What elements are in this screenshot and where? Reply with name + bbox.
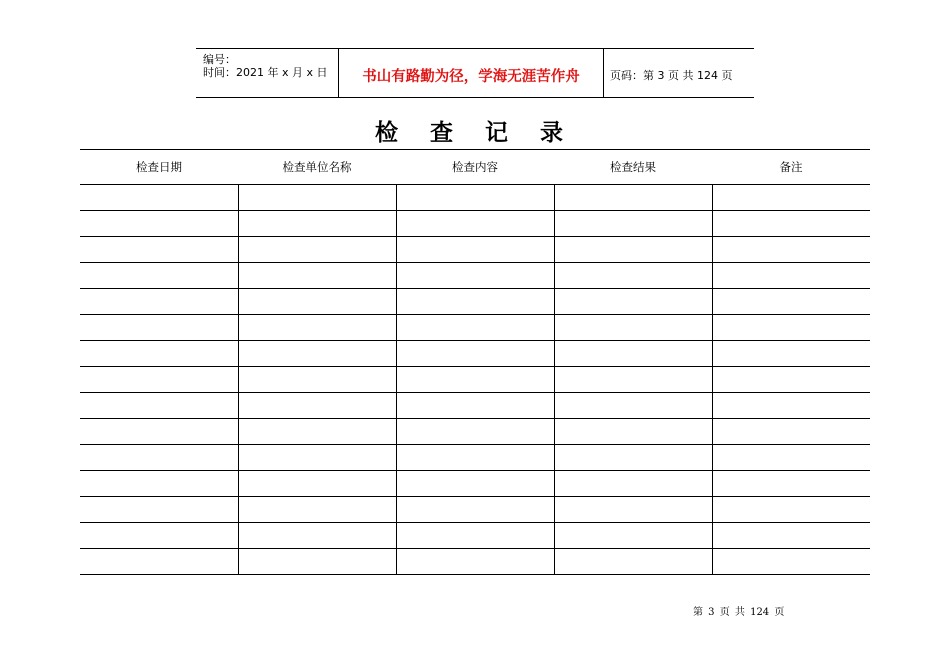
table-cell — [554, 549, 712, 575]
table-cell — [238, 549, 396, 575]
table-cell — [712, 471, 870, 497]
table-cell — [712, 523, 870, 549]
table-cell — [712, 289, 870, 315]
table-row — [80, 549, 870, 575]
table-row — [80, 497, 870, 523]
table-cell — [396, 549, 554, 575]
table-row — [80, 289, 870, 315]
table-row — [80, 523, 870, 549]
table-cell — [712, 445, 870, 471]
table-cell — [238, 393, 396, 419]
table-row — [80, 211, 870, 237]
table-row — [80, 471, 870, 497]
table-cell — [712, 497, 870, 523]
table-cell — [712, 367, 870, 393]
table-row — [80, 445, 870, 471]
table-cell — [554, 315, 712, 341]
table-cell — [238, 419, 396, 445]
table-cell — [238, 315, 396, 341]
table-row — [80, 393, 870, 419]
column-header-result: 检查结果 — [554, 150, 712, 185]
table-body — [80, 185, 870, 575]
table-cell — [238, 367, 396, 393]
table-cell — [554, 497, 712, 523]
table-cell — [80, 445, 238, 471]
inspection-record-table — [80, 149, 870, 575]
table-cell — [712, 549, 870, 575]
column-header-content: 检查内容 — [396, 150, 554, 185]
table-cell — [238, 289, 396, 315]
table-cell — [80, 341, 238, 367]
table-row — [80, 315, 870, 341]
table-cell — [396, 263, 554, 289]
table-cell — [238, 523, 396, 549]
document-date: 时间：2021 年 x 月 x 日 — [203, 66, 328, 79]
table-cell — [80, 393, 238, 419]
table-cell — [554, 393, 712, 419]
header-page-info: 页码：第 3 页 共 124 页 — [610, 69, 733, 82]
table-cell — [396, 393, 554, 419]
table-cell — [396, 289, 554, 315]
table-cell — [554, 471, 712, 497]
table-cell — [554, 445, 712, 471]
column-header-date: 检查日期 — [80, 150, 238, 185]
table-cell — [554, 341, 712, 367]
table-cell — [80, 315, 238, 341]
table-row — [80, 263, 870, 289]
table-cell — [238, 185, 396, 211]
table-row — [80, 237, 870, 263]
table-cell — [554, 419, 712, 445]
table-row — [80, 367, 870, 393]
table-row — [80, 185, 870, 211]
header-meta-cell — [196, 49, 338, 97]
table-cell — [396, 185, 554, 211]
table-cell — [396, 315, 554, 341]
table-cell — [238, 341, 396, 367]
table-cell — [712, 211, 870, 237]
table-cell — [238, 263, 396, 289]
table-cell — [396, 523, 554, 549]
table-cell — [80, 497, 238, 523]
table-cell — [712, 393, 870, 419]
table-cell — [80, 549, 238, 575]
table-cell — [554, 237, 712, 263]
table-cell — [554, 367, 712, 393]
table-cell — [80, 211, 238, 237]
table-cell — [554, 185, 712, 211]
table-cell — [238, 497, 396, 523]
table-cell — [80, 185, 238, 211]
table-cell — [396, 367, 554, 393]
table-cell — [80, 289, 238, 315]
table-cell — [396, 237, 554, 263]
table-cell — [554, 289, 712, 315]
table-cell — [712, 185, 870, 211]
table-cell — [396, 445, 554, 471]
table-cell — [712, 237, 870, 263]
column-header-remarks: 备注 — [712, 150, 870, 185]
table-cell — [80, 237, 238, 263]
page-footer: 第 3 页 共 124 页 — [693, 607, 785, 618]
table-cell — [712, 419, 870, 445]
table-cell — [80, 471, 238, 497]
table-cell — [712, 315, 870, 341]
table-cell — [238, 237, 396, 263]
table-cell — [80, 523, 238, 549]
table-cell — [238, 211, 396, 237]
table-cell — [554, 263, 712, 289]
motto-text: 书山有路勤为径，学海无涯苦作舟 — [362, 69, 580, 85]
header-page-cell — [604, 49, 754, 97]
header-motto-cell — [338, 49, 604, 97]
table-cell — [396, 341, 554, 367]
table-cell — [396, 497, 554, 523]
table-row — [80, 419, 870, 445]
table-cell — [554, 211, 712, 237]
table-cell — [554, 523, 712, 549]
table-cell — [712, 263, 870, 289]
table-cell — [396, 211, 554, 237]
table-cell — [396, 471, 554, 497]
table-cell — [238, 445, 396, 471]
document-header — [196, 48, 754, 98]
document-number-label: 编号： — [203, 53, 236, 66]
table-cell — [80, 419, 238, 445]
table-cell — [396, 419, 554, 445]
table-cell — [80, 367, 238, 393]
page-title: 检 查 记 录 — [374, 119, 576, 146]
column-header-unit-name: 检查单位名称 — [238, 150, 396, 185]
table-header-row — [80, 150, 870, 185]
table-cell — [80, 263, 238, 289]
table-cell — [238, 471, 396, 497]
table-cell — [712, 341, 870, 367]
table-row — [80, 341, 870, 367]
